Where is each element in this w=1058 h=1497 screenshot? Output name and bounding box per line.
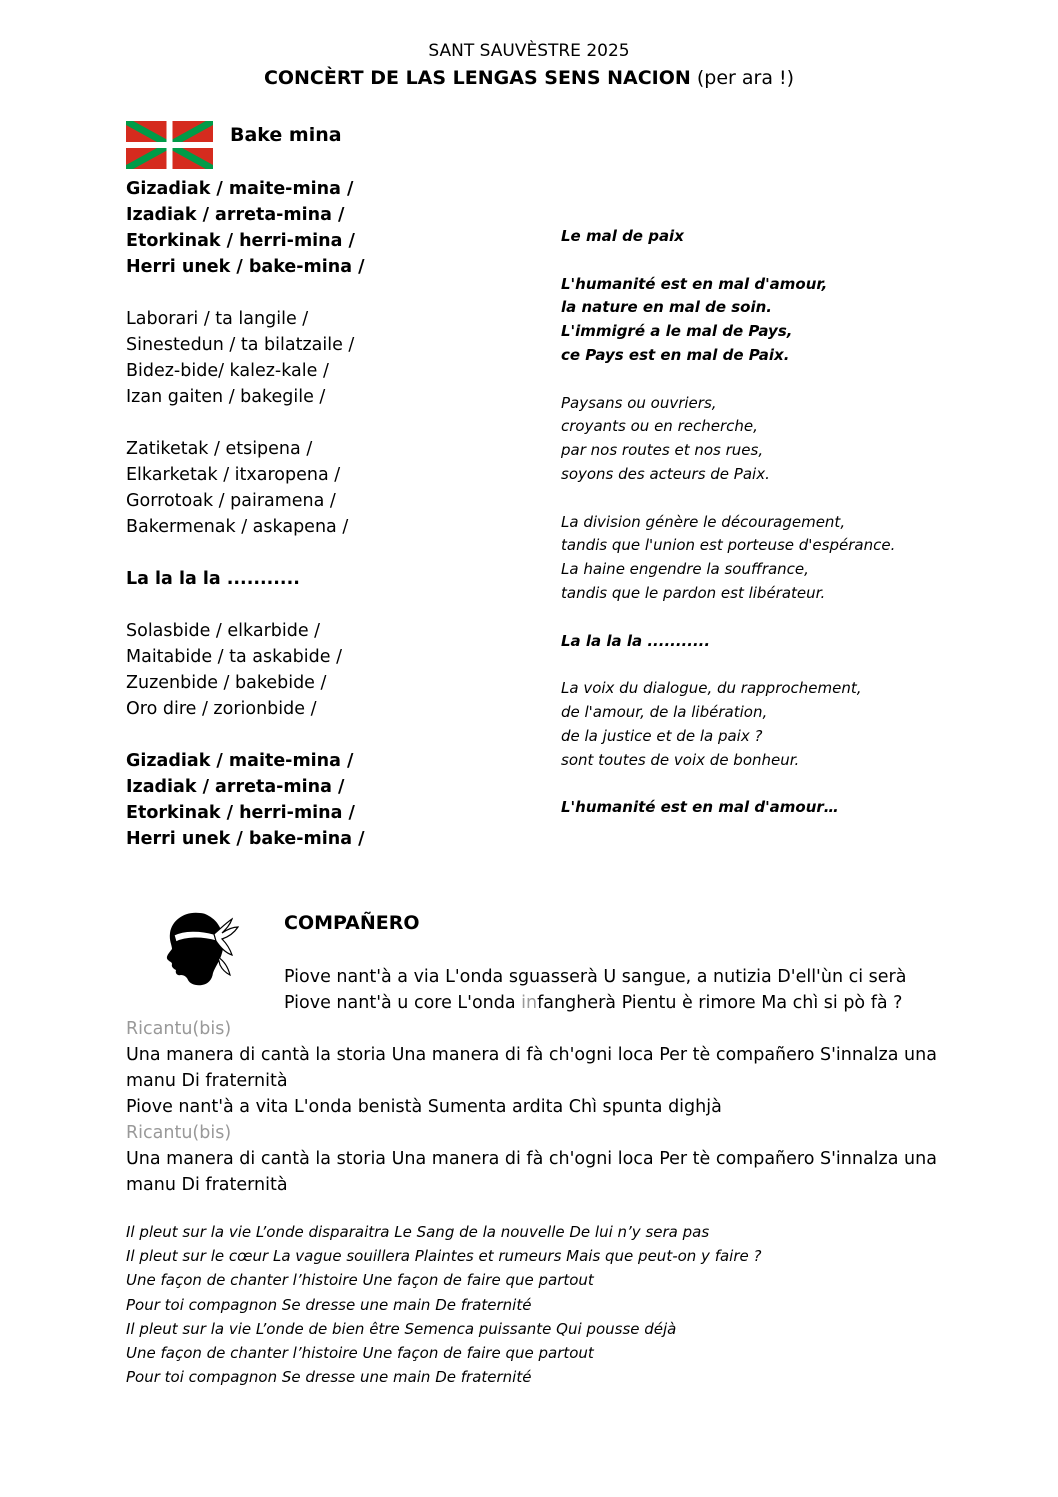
translation-refrain: La la la la ........... (561, 631, 711, 650)
verse-part: fangherà Pientu è rimore Ma chì si pò fà ? (537, 993, 903, 1013)
translation-line: tandis que l'union est porteuse d'espérance. (561, 536, 896, 555)
lyric-line: Gizadiak / maite-mina / (126, 179, 354, 199)
lyric-line: Etorkinak / herri-mina / (126, 231, 355, 251)
corsican-verse: Piove nant'à a vita L'onda benistà Sumenta ardita Chì spunta dighjà (126, 1097, 722, 1117)
lyric-line: Etorkinak / herri-mina / (126, 803, 355, 823)
flag-cross-h (126, 142, 213, 148)
translation-line: la nature en mal de soin. (561, 298, 773, 317)
translation-line: croyants ou en recherche, (561, 417, 758, 436)
lyric-line: Bidez-bide/ kalez-kale / (126, 361, 329, 381)
french-translation (561, 225, 895, 820)
lyric-line: Izadiak / arreta-mina / (126, 205, 345, 225)
basque-lyrics (126, 176, 365, 852)
lyric-line: Elkarketak / itxaropena / (126, 465, 341, 485)
header-event: SANT SAUVÈSTRE 2025 (428, 41, 630, 61)
basque-flag-icon (126, 121, 213, 169)
corsican-translation (126, 1220, 761, 1389)
lyric-refrain: La la la la ........... (126, 569, 300, 589)
verse-part: Piove nant'à u core L'onda (284, 993, 522, 1013)
verse-part-grey: in (521, 993, 538, 1013)
corsican-chorus: Una manera di cantà la storia Una manera di fà ch'ogni loca Per tè compañero S'innalza una (126, 1045, 937, 1065)
moor-neck-ribbon (218, 957, 230, 975)
translation-line: Pour toi compagnon Se dresse une main De fraternité (126, 1368, 532, 1387)
ricantu-label: Ricantu(bis) (126, 1019, 232, 1039)
translation-line: soyons des acteurs de Paix. (561, 464, 770, 483)
corsican-chorus: manu Di fraternità (126, 1071, 288, 1091)
lyric-line: Laborari / ta langile / (126, 309, 309, 329)
translation-line: La haine engendre la souffrance, (561, 560, 809, 579)
lyric-line: Maitabide / ta askabide / (126, 647, 342, 667)
translation-line: Il pleut sur le cœur La vague souillera Plaintes et rumeurs Mais que peut-on y faire ? (126, 1247, 762, 1266)
lyric-line: Zatiketak / etsipena / (126, 439, 313, 459)
moor-head-silhouette (167, 913, 224, 986)
translation-line: tandis que le pardon est libérateur. (561, 583, 826, 602)
song1-title: Bake mina (230, 124, 342, 146)
header-title (0, 67, 1058, 89)
lyric-line: Herri unek / bake-mina / (126, 829, 365, 849)
translation-line: Il pleut sur la vie L’onde disparaitra Le Sang de la nouvelle De lui n’y sera pas (126, 1223, 710, 1241)
lyric-line: Izadiak / arreta-mina / (126, 777, 345, 797)
translation-line: L'immigré a le mal de Pays, (561, 322, 793, 341)
translation-line: de l'amour, de la libération, (561, 702, 768, 721)
translation-line: L'humanité est en mal d'amour, (561, 274, 828, 293)
lyric-line: Bakermenak / askapena / (126, 517, 349, 537)
translation-line: Une façon de chanter l’histoire Une façon de faire que partout (126, 1271, 594, 1290)
lyric-line: Izan gaiten / bakegile / (126, 387, 326, 407)
translation-line: La division génère le découragement, (561, 512, 846, 531)
lyric-line: Solasbide / elkarbide / (126, 621, 321, 641)
corsican-chorus: manu Di fraternità (126, 1175, 288, 1195)
header-title-bold: CONCÈRT DE LAS LENGAS SENS NACION (263, 67, 691, 89)
ricantu-label: Ricantu(bis) (126, 1123, 232, 1143)
translation-title: Le mal de paix (561, 227, 684, 245)
translation-ending: L'humanité est en mal d'amour… (561, 798, 839, 817)
lyric-line: Zuzenbide / bakebide / (126, 673, 327, 693)
header-title-suffix: (per ara !) (690, 67, 795, 89)
lyric-line: Gizadiak / maite-mina / (126, 751, 354, 771)
translation-line: La voix du dialogue, du rapprochement, (561, 679, 862, 698)
lyric-line: Oro dire / zorionbide / (126, 699, 317, 719)
translation-line: ce Pays est en mal de Paix. (561, 345, 790, 364)
moor-head-icon (160, 909, 240, 987)
translation-line: Pour toi compagnon Se dresse une main De fraternité (126, 1295, 532, 1314)
lyric-line: Herri unek / bake-mina / (126, 257, 365, 277)
corsican-chorus: Una manera di cantà la storia Una manera di fà ch'ogni loca Per tè compañero S'innalza una (126, 1149, 937, 1169)
translation-line: Paysans ou ouvriers, (561, 393, 717, 412)
song2-title: COMPAÑERO (284, 912, 420, 934)
lyric-line: Gorrotoak / pairamena / (126, 491, 336, 511)
translation-line: par nos routes et nos rues, (561, 441, 764, 460)
lyric-line: Sinestedun / ta bilatzaile / (126, 335, 355, 355)
translation-line: de la justice et de la paix ? (561, 726, 763, 745)
translation-line: Une façon de chanter l’histoire Une façon de faire que partout (126, 1344, 594, 1363)
translation-line: Il pleut sur la vie L’onde de bien être Semenca puissante Qui pousse déjà (126, 1319, 677, 1338)
translation-line: sont toutes de voix de bonheur. (561, 750, 800, 769)
corsican-verse (284, 990, 902, 1016)
corsican-verse: Piove nant'à a via L'onda sguasserà U sangue, a nutizia D'ell'ùn ci serà (284, 967, 907, 987)
